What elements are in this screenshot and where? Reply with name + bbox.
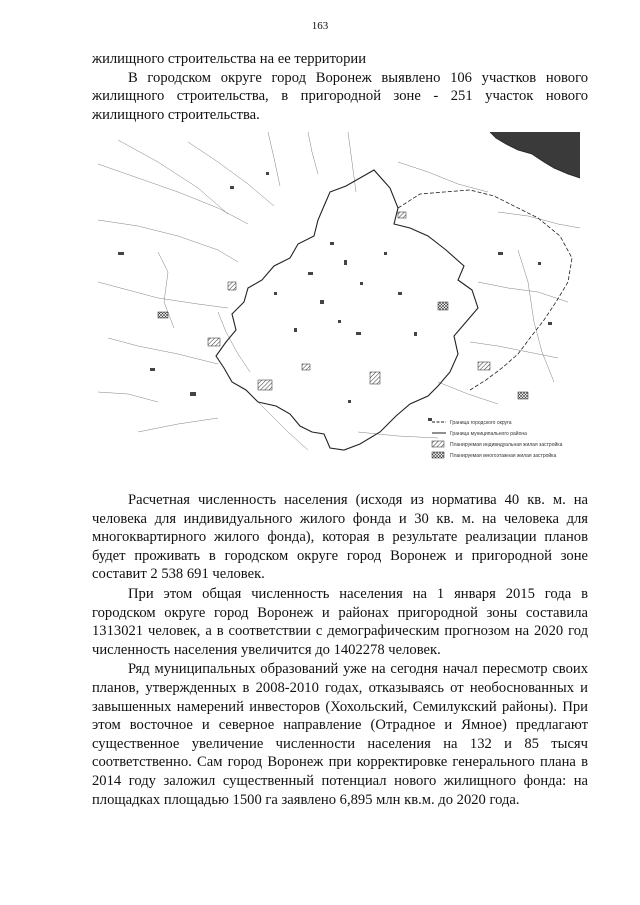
road-network [98, 132, 580, 450]
legend-label-individual-housing: Планируемая индивидуальная жилая застройка [450, 442, 563, 448]
region-boundary [398, 190, 572, 390]
city-district-map [98, 132, 580, 472]
map-legend [432, 420, 563, 459]
paragraph-municipal-plans: Ряд муниципальных образований уже на сегодня начал пересмотр своих планов, утвержденных в 2008-2010 годах, отказываясь от необоснованных и завышенных намерений инвесторов (Хохольский, Семилукский районы). При этом восточное и северное направление (Отрадное и Ямное) предлагают существенное увеличение численности населения на 132 и 85 тысяч соответственно. Сам город Воронеж при корректировке генерального плана в 2014 году заложил существенный потенциал нового жилищного фонда: на площадках площадью 1500 га заявлено 6,895 млн кв.м. до 2020 года. [92, 661, 588, 808]
body-section [92, 491, 588, 809]
legend-label-city-border: Граница городского округа [450, 420, 512, 426]
legend-symbol-multistorey-housing [432, 452, 444, 458]
intro-section [92, 50, 588, 124]
page-number: 163 [311, 20, 329, 32]
planned-housing-areas [158, 212, 528, 399]
paragraph-population-2015: При этом общая численность населения на 1 января 2015 года в городском округе город Воронеж и районах пригородной зоны составила 1313021 человек, а в соответствии с демографическим прогнозом на 2020 год численность населения увеличится до 1402278 человек. [92, 585, 588, 658]
reservoir-area [490, 132, 580, 178]
intro-paragraph: В городском округе город Воронеж выявлено 106 участков нового жилищного строительства, в пригородной зоне - 251 участок нового жилищного строительства. [92, 69, 588, 123]
terrain-marks [118, 172, 552, 421]
map-drawing [98, 132, 580, 472]
intro-line: жилищного строительства на ее территории [92, 51, 367, 67]
legend-symbol-individual-housing [432, 441, 444, 447]
legend-label-multistorey-housing: Планируемая многоэтажная жилая застройка [450, 453, 557, 459]
legend-label-district-border: Граница муниципального района [450, 431, 527, 437]
paragraph-population-estimate: Расчетная численность населения (исходя из норматива 40 кв. м. на человека для индивидуального жилого фонда и 30 кв. м. на человека для многоквартирного жилого фонда), которая в результате реализации планов будет проживать в городском округе город Воронеж и пригородной зоне составит 2 538 691 человек. [92, 492, 588, 583]
